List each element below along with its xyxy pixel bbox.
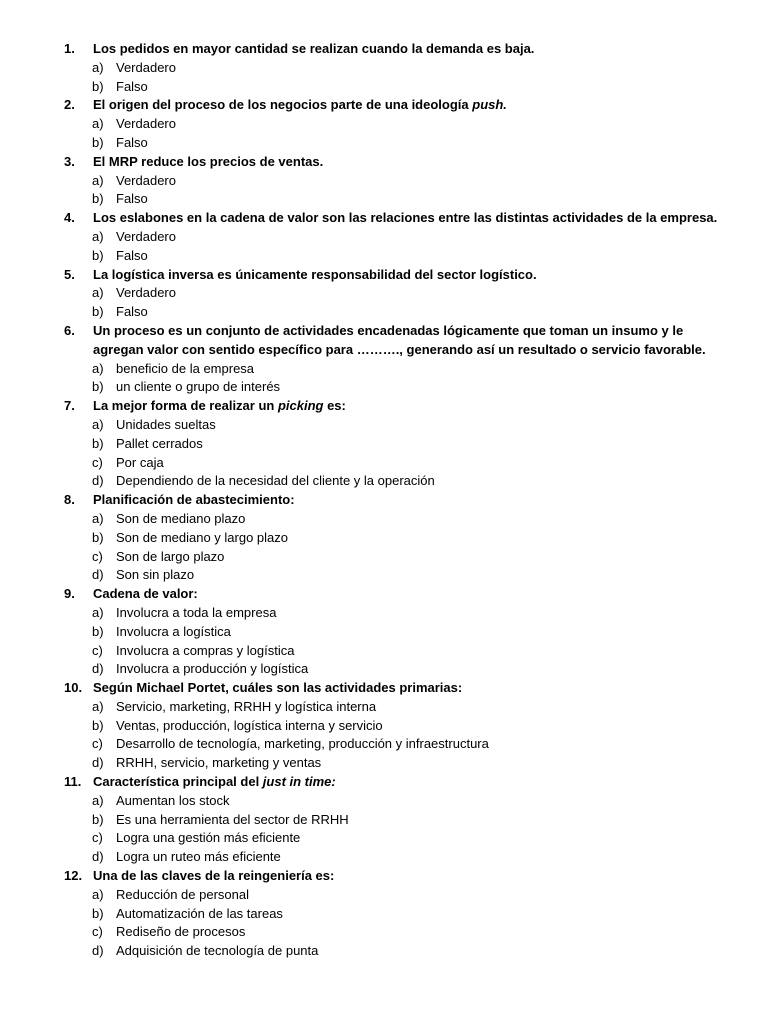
answer-option bbox=[0, 303, 768, 322]
question-text bbox=[93, 774, 336, 789]
option-letter: c) bbox=[92, 830, 103, 846]
question-stem bbox=[0, 585, 768, 604]
option-text: Pallet cerrados bbox=[116, 435, 203, 451]
option-letter: d) bbox=[92, 473, 104, 489]
option-letter: b) bbox=[92, 191, 104, 207]
option-letter: d) bbox=[92, 567, 104, 583]
answer-option bbox=[0, 942, 768, 961]
option-letter: b) bbox=[92, 811, 104, 827]
option-text: Verdadero bbox=[116, 116, 176, 132]
option-text: Verdadero bbox=[116, 285, 176, 301]
option-text: Verdadero bbox=[116, 172, 176, 188]
option-text: Ventas, producción, logística interna y servicio bbox=[116, 717, 383, 733]
question-stem bbox=[0, 773, 768, 792]
question-number: 8. bbox=[64, 492, 75, 508]
question-text bbox=[93, 210, 717, 225]
option-letter: a) bbox=[92, 172, 104, 188]
option-text: Unidades sueltas bbox=[116, 416, 216, 432]
option-text: Rediseño de procesos bbox=[116, 924, 246, 940]
question-8 bbox=[0, 491, 768, 585]
question-number: 4. bbox=[64, 210, 75, 226]
answer-option bbox=[0, 623, 768, 642]
question-number: 3. bbox=[64, 153, 75, 169]
option-letter: c) bbox=[92, 924, 103, 940]
option-letter: b) bbox=[92, 435, 104, 451]
option-text: Falso bbox=[116, 134, 148, 150]
answer-option bbox=[0, 228, 768, 247]
option-text: Dependiendo de la necesidad del cliente y la operación bbox=[116, 473, 435, 489]
option-text: RRHH, servicio, marketing y ventas bbox=[116, 755, 322, 771]
option-letter: a) bbox=[92, 116, 104, 132]
question-text-segment: Cadena de valor: bbox=[93, 586, 198, 602]
question-number: 7. bbox=[64, 398, 75, 414]
option-text: Reducción de personal bbox=[116, 886, 249, 902]
question-number: 6. bbox=[64, 322, 75, 338]
question-text bbox=[93, 586, 198, 601]
option-letter: a) bbox=[92, 510, 104, 526]
option-text: Verdadero bbox=[116, 228, 176, 244]
option-letter: a) bbox=[92, 228, 104, 244]
question-7 bbox=[0, 397, 768, 491]
option-letter: b) bbox=[92, 78, 104, 94]
answer-option bbox=[0, 59, 768, 78]
question-text-segment: Característica principal del bbox=[93, 774, 263, 790]
answer-option bbox=[0, 829, 768, 848]
question-4 bbox=[0, 209, 768, 265]
question-text-italic: push. bbox=[472, 97, 507, 113]
option-text: Logra un ruteo más eficiente bbox=[116, 849, 281, 865]
question-stem bbox=[0, 96, 768, 115]
answer-option bbox=[0, 923, 768, 942]
option-letter: c) bbox=[92, 548, 103, 564]
answer-option bbox=[0, 190, 768, 209]
option-letter: a) bbox=[92, 698, 104, 714]
answer-option bbox=[0, 172, 768, 191]
question-stem bbox=[0, 491, 768, 510]
option-text: Son de mediano y largo plazo bbox=[116, 529, 289, 545]
answer-option bbox=[0, 717, 768, 736]
question-6 bbox=[0, 322, 768, 397]
question-text bbox=[93, 323, 706, 357]
option-text: Falso bbox=[116, 247, 148, 263]
answer-option bbox=[0, 360, 768, 379]
question-12 bbox=[0, 867, 768, 961]
question-text bbox=[93, 97, 507, 112]
option-text: Servicio, marketing, RRHH y logística interna bbox=[116, 698, 377, 714]
question-9 bbox=[0, 585, 768, 679]
answer-option bbox=[0, 698, 768, 717]
option-letter: d) bbox=[92, 849, 104, 865]
option-letter: a) bbox=[92, 285, 104, 301]
answer-option bbox=[0, 886, 768, 905]
option-letter: d) bbox=[92, 943, 104, 959]
question-text bbox=[93, 41, 534, 56]
question-text-segment: Según Michael Portet, cuáles son las actividades primarias: bbox=[93, 680, 463, 696]
option-text: Falso bbox=[116, 78, 148, 94]
answer-option bbox=[0, 905, 768, 924]
answer-option bbox=[0, 472, 768, 491]
question-10 bbox=[0, 679, 768, 773]
answer-option bbox=[0, 604, 768, 623]
option-letter: d) bbox=[92, 661, 104, 677]
question-number: 9. bbox=[64, 586, 75, 602]
question-text-segment: es: bbox=[323, 398, 346, 414]
question-text bbox=[93, 398, 346, 413]
answer-option bbox=[0, 566, 768, 585]
option-letter: d) bbox=[92, 755, 104, 771]
question-1 bbox=[0, 40, 768, 96]
question-number: 5. bbox=[64, 266, 75, 282]
option-letter: a) bbox=[92, 59, 104, 75]
option-letter: b) bbox=[92, 905, 104, 921]
answer-option bbox=[0, 115, 768, 134]
option-letter: a) bbox=[92, 886, 104, 902]
question-text-segment: Los eslabones en la cadena de valor son las relaciones entre las distintas actividades de la empresa. bbox=[93, 210, 718, 226]
option-text: Involucra a logística bbox=[116, 623, 231, 639]
answer-option bbox=[0, 548, 768, 567]
option-letter: a) bbox=[92, 416, 104, 432]
question-text-segment: La mejor forma de realizar un bbox=[93, 398, 278, 414]
question-text-segment: Planificación de abastecimiento: bbox=[93, 492, 295, 508]
answer-option bbox=[0, 660, 768, 679]
option-letter: b) bbox=[92, 304, 104, 320]
option-letter: b) bbox=[92, 529, 104, 545]
option-text: Adquisición de tecnología de punta bbox=[116, 943, 319, 959]
question-stem bbox=[0, 322, 768, 360]
option-text: Desarrollo de tecnología, marketing, producción y infraestructura bbox=[116, 736, 489, 752]
question-text-segment: El origen del proceso de los negocios parte de una ideología bbox=[93, 97, 473, 113]
question-stem bbox=[0, 679, 768, 698]
option-letter: a) bbox=[92, 792, 104, 808]
option-text: un cliente o grupo de interés bbox=[116, 379, 281, 395]
option-text: Involucra a producción y logística bbox=[116, 661, 309, 677]
option-letter: c) bbox=[92, 736, 103, 752]
answer-option bbox=[0, 848, 768, 867]
question-stem bbox=[0, 266, 768, 285]
question-stem bbox=[0, 209, 768, 228]
question-text-segment: La logística inversa es únicamente responsabilidad del sector logístico. bbox=[93, 266, 537, 282]
option-text: Logra una gestión más eficiente bbox=[116, 830, 301, 846]
question-5 bbox=[0, 266, 768, 322]
answer-option bbox=[0, 378, 768, 397]
question-stem bbox=[0, 40, 768, 59]
answer-option bbox=[0, 416, 768, 435]
answer-option bbox=[0, 510, 768, 529]
question-text-segment: Una de las claves de la reingeniería es: bbox=[93, 868, 335, 884]
option-letter: c) bbox=[92, 642, 103, 658]
option-text: beneficio de la empresa bbox=[116, 360, 255, 376]
answer-option bbox=[0, 134, 768, 153]
question-text bbox=[93, 868, 334, 883]
question-text bbox=[93, 154, 323, 169]
question-text-segment: Un proceso es un conjunto de actividades encadenadas lógicamente que toman un insumo y le agregan valor con sentido específico para ………., generando así un resultado o servicio favorable. bbox=[93, 322, 706, 357]
question-11 bbox=[0, 773, 768, 867]
option-letter: c) bbox=[92, 454, 103, 470]
question-3 bbox=[0, 153, 768, 209]
question-number: 10. bbox=[64, 680, 83, 696]
question-number: 2. bbox=[64, 97, 75, 113]
answer-option bbox=[0, 435, 768, 454]
option-letter: b) bbox=[92, 247, 104, 263]
question-2 bbox=[0, 96, 768, 152]
answer-option bbox=[0, 792, 768, 811]
option-text: Son de mediano plazo bbox=[116, 510, 246, 526]
question-text-segment: Los pedidos en mayor cantidad se realizan cuando la demanda es baja. bbox=[93, 41, 535, 56]
option-text: Falso bbox=[116, 191, 148, 207]
option-letter: b) bbox=[92, 134, 104, 150]
question-text-segment: El MRP reduce los precios de ventas. bbox=[93, 153, 324, 169]
answer-option bbox=[0, 247, 768, 266]
answer-option bbox=[0, 735, 768, 754]
option-letter: b) bbox=[92, 623, 104, 639]
answer-option bbox=[0, 642, 768, 661]
option-letter: b) bbox=[92, 379, 104, 395]
option-text: Involucra a compras y logística bbox=[116, 642, 295, 658]
option-text: Por caja bbox=[116, 454, 164, 470]
option-text: Son de largo plazo bbox=[116, 548, 225, 564]
answer-option bbox=[0, 529, 768, 548]
option-text: Falso bbox=[116, 304, 148, 320]
question-stem bbox=[0, 397, 768, 416]
question-text bbox=[93, 267, 537, 282]
question-text bbox=[93, 680, 462, 695]
option-text: Aumentan los stock bbox=[116, 792, 230, 808]
answer-option bbox=[0, 78, 768, 97]
question-text-italic: picking bbox=[277, 398, 324, 414]
option-letter: a) bbox=[92, 604, 104, 620]
option-text: Es una herramienta del sector de RRHH bbox=[116, 811, 349, 827]
question-stem bbox=[0, 153, 768, 172]
option-text: Son sin plazo bbox=[116, 567, 195, 583]
question-number: 11. bbox=[64, 774, 82, 790]
question-text-italic: just in time: bbox=[262, 774, 336, 790]
option-letter: a) bbox=[92, 360, 104, 376]
question-stem bbox=[0, 867, 768, 886]
quiz-document bbox=[0, 40, 768, 961]
question-number: 1. bbox=[64, 41, 75, 56]
option-text: Involucra a toda la empresa bbox=[116, 604, 277, 620]
option-text: Automatización de las tareas bbox=[116, 905, 283, 921]
option-text: Verdadero bbox=[116, 59, 176, 75]
answer-option bbox=[0, 454, 768, 473]
question-number: 12. bbox=[64, 868, 83, 884]
answer-option bbox=[0, 811, 768, 830]
answer-option bbox=[0, 284, 768, 303]
question-text bbox=[93, 492, 295, 507]
option-letter: b) bbox=[92, 717, 104, 733]
answer-option bbox=[0, 754, 768, 773]
